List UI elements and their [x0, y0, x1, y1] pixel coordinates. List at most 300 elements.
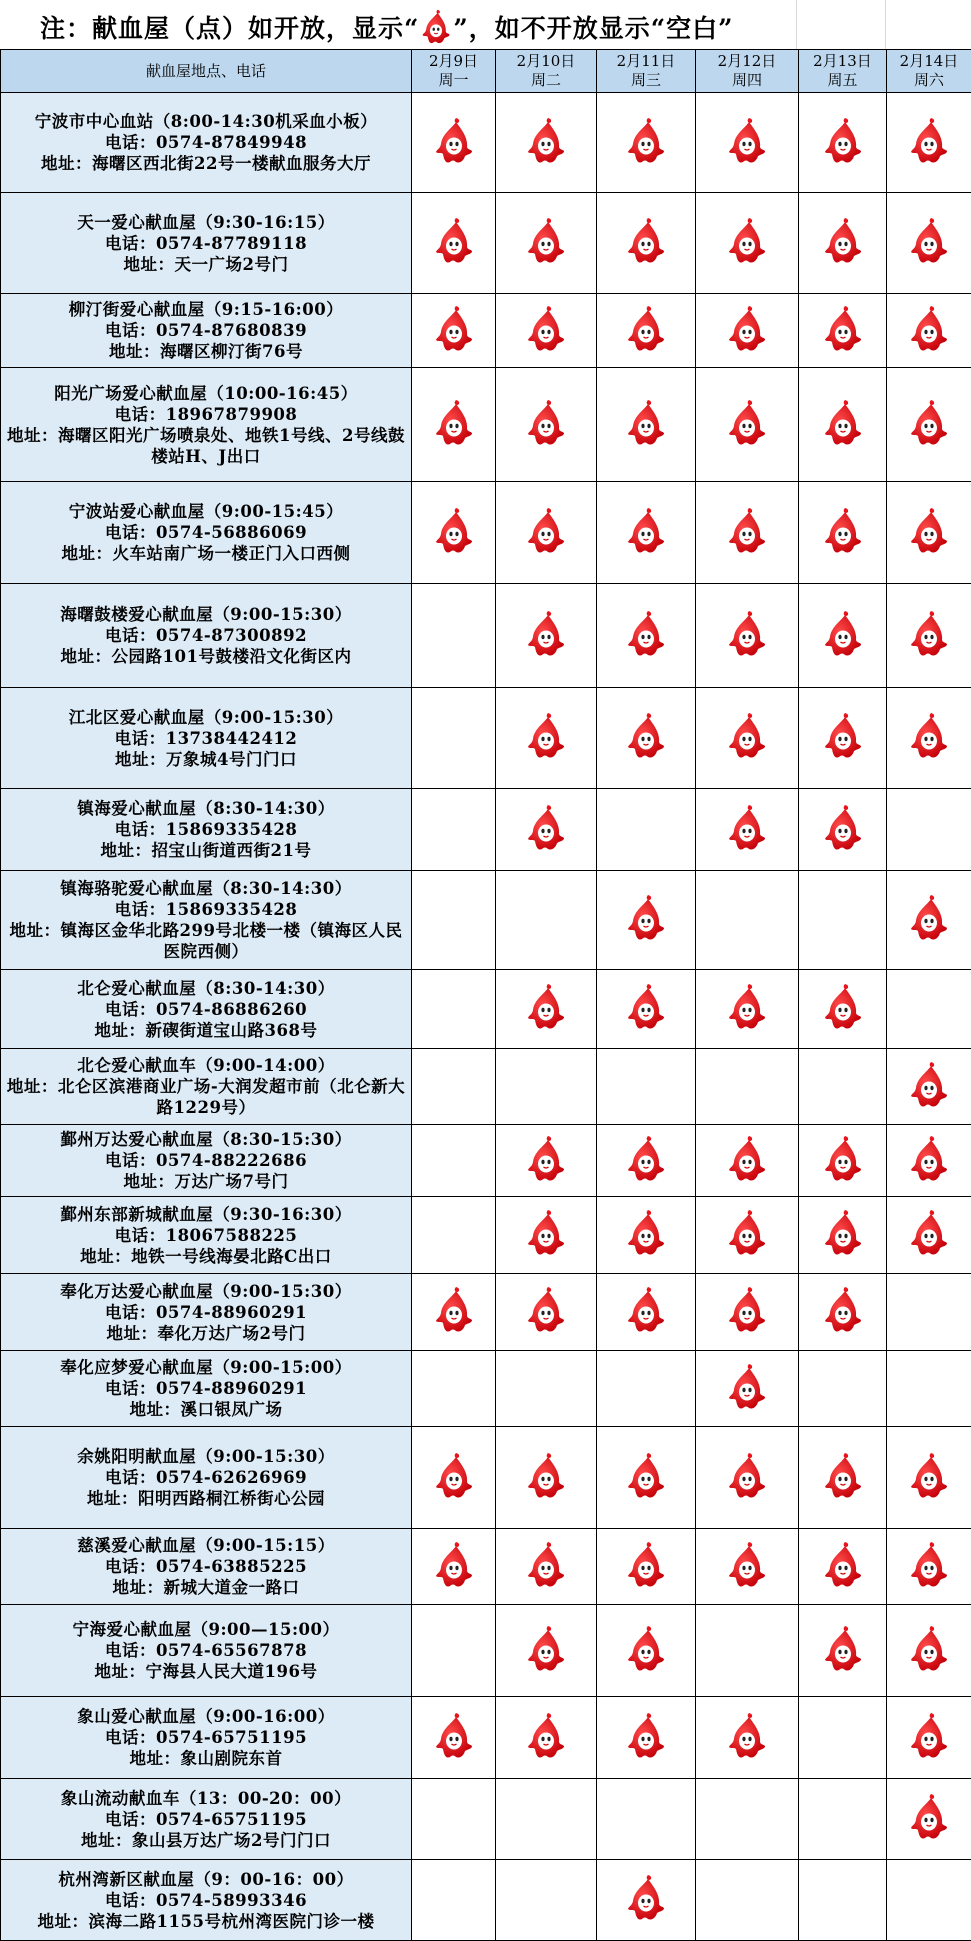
blood-drop-mascot-icon: [727, 1451, 767, 1501]
day-cell: [799, 1529, 887, 1605]
location-name: 象山流动献血车（13：00-20：00）: [3, 1788, 409, 1809]
day-cell: [696, 1274, 799, 1351]
table-row: [1, 193, 971, 294]
location-header: 献血屋地点、电话: [1, 50, 412, 93]
day-cell: [887, 1779, 971, 1860]
day-header: [696, 50, 799, 93]
location-name: 天一爱心献血屋（9:30-16:15）: [3, 212, 409, 233]
blood-drop-mascot-icon: [626, 1134, 666, 1184]
blood-drop-mascot-icon: [526, 1540, 566, 1590]
note-prefix: 注：献血屋（点）如开放，显示“: [40, 9, 419, 45]
day-cell: [799, 970, 887, 1049]
day-cell: [412, 1779, 496, 1860]
day-cell: [412, 1605, 496, 1697]
location-address: 地址：地铁一号线海晏北路C出口: [3, 1246, 409, 1267]
location-phone: 电话：0574-87300892: [3, 625, 409, 646]
day-cell: [597, 1605, 696, 1697]
blood-drop-mascot-icon: [526, 1624, 566, 1674]
location-name: 奉化万达爱心献血屋（9:00-15:30）: [3, 1281, 409, 1302]
day-header: [597, 50, 696, 93]
location-phone: 电话：18067588225: [3, 1225, 409, 1246]
day-cell: [696, 970, 799, 1049]
blood-drop-mascot-icon: [823, 304, 863, 354]
location-address: 地址：招宝山街道西街21号: [3, 840, 409, 861]
day-cell: [799, 1860, 887, 1941]
day-date: 2月14日: [887, 52, 971, 71]
location-address: 地址：象山县万达广场2号门门口: [3, 1830, 409, 1851]
day-cell: [597, 1049, 696, 1125]
blood-drop-mascot-icon: [823, 1285, 863, 1335]
location-cell: [1, 1049, 412, 1125]
blood-drop-mascot-icon: [909, 1208, 949, 1258]
location-address: 地址：天一广场2号门: [3, 254, 409, 275]
blood-drop-mascot-icon: [727, 1134, 767, 1184]
location-cell: [1, 1197, 412, 1274]
day-cell: [597, 482, 696, 584]
location-name: 象山爱心献血屋（9:00-16:00）: [3, 1706, 409, 1727]
location-name: 余姚阳明献血屋（9:00-15:30）: [3, 1446, 409, 1467]
blood-drop-mascot-icon: [909, 1060, 949, 1110]
blood-drop-mascot-icon: [727, 216, 767, 266]
blood-drop-mascot-icon: [909, 893, 949, 943]
location-address: 地址：溪口银凤广场: [3, 1399, 409, 1420]
day-cell: [799, 193, 887, 294]
table-row: [1, 584, 971, 688]
day-cell: [799, 871, 887, 970]
table-row: [1, 970, 971, 1049]
blood-drop-mascot-icon: [823, 398, 863, 448]
day-cell: [412, 1197, 496, 1274]
location-phone: 电话：0574-88960291: [3, 1378, 409, 1399]
blood-drop-mascot-icon: [727, 506, 767, 556]
day-cell: [887, 193, 971, 294]
location-name: 海曙鼓楼爱心献血屋（9:00-15:30）: [3, 604, 409, 625]
day-cell: [799, 1351, 887, 1427]
location-cell: [1, 1529, 412, 1605]
blood-drop-mascot-icon: [626, 609, 666, 659]
location-address: 地址：火车站南广场一楼正门入口西侧: [3, 543, 409, 564]
day-cell: [496, 1779, 597, 1860]
day-header: [887, 50, 971, 93]
blood-drop-mascot-icon: [727, 304, 767, 354]
day-cell: [496, 1274, 597, 1351]
blood-drop-mascot-icon: [727, 609, 767, 659]
day-weekday: 周二: [496, 71, 596, 90]
day-cell: [496, 93, 597, 193]
blood-drop-mascot-icon: [909, 506, 949, 556]
day-cell: [887, 1274, 971, 1351]
blood-drop-mascot-icon: [823, 1208, 863, 1258]
blood-drop-mascot-icon: [526, 116, 566, 166]
schedule-table: [0, 49, 971, 1941]
blood-drop-mascot-icon: [626, 982, 666, 1032]
note-suffix: ”，如不开放显示“空白”: [453, 9, 733, 45]
blood-drop-mascot-icon: [626, 1624, 666, 1674]
location-name: 奉化应梦爱心献血屋（9:00-15:00）: [3, 1357, 409, 1378]
location-name: 宁波市中心血站（8:00-14:30机采血小板）: [3, 111, 409, 132]
blood-drop-mascot-icon: [909, 1711, 949, 1761]
day-cell: [412, 193, 496, 294]
day-header: [799, 50, 887, 93]
location-phone: 电话：0574-88960291: [3, 1302, 409, 1323]
blood-drop-mascot-icon: [823, 1134, 863, 1184]
location-phone: 电话：0574-58993346: [3, 1890, 409, 1911]
day-cell: [887, 1197, 971, 1274]
header-row: [1, 50, 971, 93]
table-row: [1, 871, 971, 970]
location-cell: [1, 1605, 412, 1697]
day-cell: [887, 1605, 971, 1697]
blood-drop-mascot-icon: [823, 1540, 863, 1590]
location-cell: [1, 193, 412, 294]
blood-drop-mascot-icon: [626, 1540, 666, 1590]
location-name: 宁波站爱心献血屋（9:00-15:45）: [3, 501, 409, 522]
day-cell: [887, 1697, 971, 1779]
day-cell: [799, 1125, 887, 1197]
day-cell: [887, 871, 971, 970]
day-date: 2月11日: [597, 52, 695, 71]
blood-drop-mascot-icon: [823, 116, 863, 166]
blood-drop-mascot-icon: [626, 506, 666, 556]
location-address: 地址：象山剧院东首: [3, 1748, 409, 1769]
day-cell: [887, 584, 971, 688]
location-phone: 电话：15869335428: [3, 819, 409, 840]
day-cell: [799, 1697, 887, 1779]
table-row: [1, 1697, 971, 1779]
blood-drop-mascot-icon: [626, 893, 666, 943]
day-date: 2月10日: [496, 52, 596, 71]
day-cell: [799, 368, 887, 482]
day-cell: [887, 93, 971, 193]
day-cell: [412, 1049, 496, 1125]
location-address: 地址：滨海二路1155号杭州湾医院门诊一楼: [3, 1911, 409, 1932]
location-phone: 电话：13738442412: [3, 728, 409, 749]
day-cell: [597, 1125, 696, 1197]
location-phone: 电话：15869335428: [3, 899, 409, 920]
table-row: [1, 93, 971, 193]
day-cell: [799, 1049, 887, 1125]
table-row: [1, 294, 971, 368]
location-name: 杭州湾新区献血屋（9：00-16：00）: [3, 1869, 409, 1890]
day-cell: [496, 1605, 597, 1697]
day-cell: [496, 789, 597, 871]
day-weekday: 周三: [597, 71, 695, 90]
day-cell: [597, 93, 696, 193]
table-row: [1, 1351, 971, 1427]
day-cell: [412, 584, 496, 688]
blood-drop-mascot-icon: [727, 116, 767, 166]
day-cell: [597, 1197, 696, 1274]
day-cell: [696, 871, 799, 970]
day-cell: [597, 193, 696, 294]
day-cell: [696, 584, 799, 688]
location-name: 镇海骆驼爱心献血屋（8:30-14:30）: [3, 878, 409, 899]
day-cell: [887, 1351, 971, 1427]
day-weekday: 周一: [412, 71, 495, 90]
day-cell: [412, 1529, 496, 1605]
blood-drop-mascot-icon: [823, 1624, 863, 1674]
blood-drop-mascot-icon: [526, 1208, 566, 1258]
location-address: 地址：新城大道金一路口: [3, 1577, 409, 1598]
location-cell: [1, 1274, 412, 1351]
day-cell: [696, 1529, 799, 1605]
day-cell: [496, 482, 597, 584]
day-date: 2月13日: [799, 52, 886, 71]
blood-drop-mascot-icon: [727, 1711, 767, 1761]
table-row: [1, 1197, 971, 1274]
day-cell: [799, 789, 887, 871]
location-cell: [1, 368, 412, 482]
day-cell: [887, 970, 971, 1049]
day-cell: [799, 294, 887, 368]
day-cell: [696, 93, 799, 193]
blood-drop-mascot-icon: [434, 398, 474, 448]
day-cell: [597, 789, 696, 871]
location-cell: [1, 1125, 412, 1197]
blood-drop-mascot-icon: [909, 1134, 949, 1184]
table-row: [1, 1529, 971, 1605]
location-cell: [1, 1697, 412, 1779]
table-row: [1, 482, 971, 584]
location-name: 慈溪爱心献血屋（9:00-15:15）: [3, 1535, 409, 1556]
blood-drop-mascot-icon: [626, 216, 666, 266]
day-cell: [412, 482, 496, 584]
day-cell: [496, 1697, 597, 1779]
day-cell: [496, 368, 597, 482]
day-cell: [597, 1529, 696, 1605]
day-cell: [597, 970, 696, 1049]
day-cell: [412, 1860, 496, 1941]
table-row: [1, 368, 971, 482]
day-cell: [412, 1427, 496, 1529]
day-cell: [696, 1125, 799, 1197]
day-cell: [412, 93, 496, 193]
location-cell: [1, 871, 412, 970]
location-cell: [1, 1779, 412, 1860]
day-cell: [696, 1605, 799, 1697]
table-row: [1, 1427, 971, 1529]
day-cell: [597, 1274, 696, 1351]
day-cell: [496, 1427, 597, 1529]
day-cell: [799, 93, 887, 193]
day-cell: [412, 789, 496, 871]
blood-drop-mascot-icon: [626, 1285, 666, 1335]
blood-drop-mascot-icon: [626, 1451, 666, 1501]
blood-drop-mascot-icon: [434, 216, 474, 266]
location-phone: 电话：18967879908: [3, 404, 409, 425]
blood-drop-mascot-icon: [727, 1208, 767, 1258]
location-cell: [1, 1351, 412, 1427]
day-cell: [412, 368, 496, 482]
blood-drop-mascot-icon: [909, 1540, 949, 1590]
location-name: 鄞州东部新城献血屋（9:30-16:30）: [3, 1204, 409, 1225]
day-cell: [799, 584, 887, 688]
blood-drop-mascot-icon: [727, 711, 767, 761]
location-phone: 电话：0574-65751195: [3, 1809, 409, 1830]
blood-drop-mascot-icon: [626, 711, 666, 761]
blood-drop-mascot-icon: [823, 1451, 863, 1501]
location-phone: 电话：0574-65751195: [3, 1727, 409, 1748]
blood-drop-mascot-icon: [434, 1285, 474, 1335]
blood-drop-mascot-icon: [626, 304, 666, 354]
day-cell: [696, 1697, 799, 1779]
day-cell: [799, 1605, 887, 1697]
location-phone: 电话：0574-62626969: [3, 1467, 409, 1488]
blood-drop-mascot-icon: [823, 216, 863, 266]
blood-drop-mascot-icon: [727, 398, 767, 448]
day-weekday: 周六: [887, 71, 971, 90]
day-cell: [496, 584, 597, 688]
day-cell: [597, 1860, 696, 1941]
location-cell: [1, 688, 412, 789]
location-name: 江北区爱心献血屋（9:00-15:30）: [3, 707, 409, 728]
location-name: 北仑爱心献血车（9:00-14:00）: [3, 1055, 409, 1076]
day-cell: [696, 368, 799, 482]
blood-drop-mascot-icon: [526, 803, 566, 853]
blood-drop-mascot-icon: [909, 216, 949, 266]
location-name: 阳光广场爱心献血屋（10:00-16:45）: [3, 383, 409, 404]
day-cell: [799, 1197, 887, 1274]
blood-drop-mascot-icon: [434, 1451, 474, 1501]
day-cell: [799, 1274, 887, 1351]
location-address: 地址：镇海区金华北路299号北楼一楼（镇海区人民医院西侧）: [3, 920, 409, 962]
location-address: 地址：万象城4号门门口: [3, 749, 409, 770]
location-address: 地址：万达广场7号门: [3, 1171, 409, 1192]
day-cell: [696, 1197, 799, 1274]
location-cell: [1, 789, 412, 871]
day-cell: [597, 584, 696, 688]
blood-drop-mascot-icon: [526, 711, 566, 761]
blood-drop-mascot-icon: [909, 1451, 949, 1501]
location-name: 鄞州万达爱心献血屋（8:30-15:30）: [3, 1129, 409, 1150]
blood-drop-mascot-icon: [526, 1134, 566, 1184]
blood-drop-mascot-icon: [526, 609, 566, 659]
day-cell: [412, 1274, 496, 1351]
table-row: [1, 789, 971, 871]
day-cell: [696, 1049, 799, 1125]
day-cell: [412, 1697, 496, 1779]
blood-drop-mascot-icon: [823, 609, 863, 659]
day-cell: [696, 1427, 799, 1529]
day-cell: [496, 970, 597, 1049]
blood-drop-mascot-icon: [909, 304, 949, 354]
blood-drop-mascot-icon: [626, 116, 666, 166]
day-cell: [412, 688, 496, 789]
day-cell: [496, 1125, 597, 1197]
blood-drop-mascot-icon: [526, 1285, 566, 1335]
location-phone: 电话：0574-87680839: [3, 320, 409, 341]
table-row: [1, 1605, 971, 1697]
note-bar: [0, 0, 971, 49]
location-address: 地址：公园路101号鼓楼沿文化街区内: [3, 646, 409, 667]
day-cell: [887, 1125, 971, 1197]
day-cell: [496, 294, 597, 368]
day-cell: [496, 193, 597, 294]
blood-drop-mascot-icon: [626, 1711, 666, 1761]
blood-drop-mascot-icon: [823, 711, 863, 761]
blood-drop-mascot-icon: [526, 1451, 566, 1501]
blood-drop-mascot-icon: [727, 803, 767, 853]
day-cell: [597, 1697, 696, 1779]
day-cell: [496, 871, 597, 970]
blood-drop-mascot-icon: [727, 1540, 767, 1590]
blood-drop-mascot-icon: [526, 506, 566, 556]
blood-drop-mascot-icon: [626, 398, 666, 448]
blood-drop-mascot-icon: [434, 304, 474, 354]
day-cell: [887, 294, 971, 368]
day-cell: [412, 294, 496, 368]
blood-drop-mascot-icon: [434, 116, 474, 166]
location-address: 地址：海曙区柳汀街76号: [3, 341, 409, 362]
day-cell: [696, 789, 799, 871]
location-address: 地址：海曙区阳光广场喷泉处、地铁1号线、2号线鼓楼站H、J出口: [3, 425, 409, 467]
blood-drop-mascot-icon: [823, 803, 863, 853]
day-cell: [696, 1860, 799, 1941]
location-address: 地址：新碶街道宝山路368号: [3, 1020, 409, 1041]
blood-drop-mascot-icon: [909, 609, 949, 659]
blood-drop-mascot-icon: [909, 398, 949, 448]
blood-drop-mascot-icon: [626, 1873, 666, 1923]
location-cell: [1, 93, 412, 193]
location-phone: 电话：0574-56886069: [3, 522, 409, 543]
day-header: [412, 50, 496, 93]
day-cell: [887, 1427, 971, 1529]
day-cell: [696, 294, 799, 368]
location-phone: 电话：0574-87789118: [3, 233, 409, 254]
location-phone: 电话：0574-88222686: [3, 1150, 409, 1171]
location-cell: [1, 1427, 412, 1529]
blood-drop-mascot-icon: [626, 1208, 666, 1258]
location-phone: 电话：0574-86886260: [3, 999, 409, 1020]
day-cell: [696, 688, 799, 789]
location-address: 地址：北仑区滨港商业广场-大润发超市前（北仑新大路1229号）: [3, 1076, 409, 1118]
blood-drop-mascot-icon: [909, 711, 949, 761]
table-row: [1, 1779, 971, 1860]
location-phone: 电话：0574-63885225: [3, 1556, 409, 1577]
location-address: 地址：海曙区西北街22号一楼献血服务大厅: [3, 153, 409, 174]
day-cell: [887, 1049, 971, 1125]
day-cell: [799, 1427, 887, 1529]
day-cell: [696, 1351, 799, 1427]
blood-drop-mascot-icon: [823, 982, 863, 1032]
location-cell: [1, 584, 412, 688]
blood-drop-mascot-icon: [909, 116, 949, 166]
day-cell: [412, 1125, 496, 1197]
location-address: 地址：奉化万达广场2号门: [3, 1323, 409, 1344]
day-cell: [496, 1049, 597, 1125]
blood-drop-mascot-icon: [909, 1624, 949, 1674]
table-row: [1, 1125, 971, 1197]
day-cell: [597, 1427, 696, 1529]
day-cell: [799, 482, 887, 584]
table-row: [1, 1274, 971, 1351]
day-cell: [696, 193, 799, 294]
blood-drop-mascot-icon: [434, 506, 474, 556]
location-cell: [1, 294, 412, 368]
day-cell: [496, 1351, 597, 1427]
blood-drop-mascot-icon: [526, 216, 566, 266]
day-cell: [887, 1529, 971, 1605]
day-cell: [887, 368, 971, 482]
day-cell: [597, 294, 696, 368]
blood-drop-mascot-icon: [727, 1362, 767, 1412]
blood-drop-mascot-icon: [823, 506, 863, 556]
day-weekday: 周五: [799, 71, 886, 90]
day-cell: [887, 1860, 971, 1941]
blood-drop-mascot-icon: [526, 1711, 566, 1761]
day-cell: [496, 1197, 597, 1274]
location-name: 柳汀街爱心献血屋（9:15-16:00）: [3, 299, 409, 320]
